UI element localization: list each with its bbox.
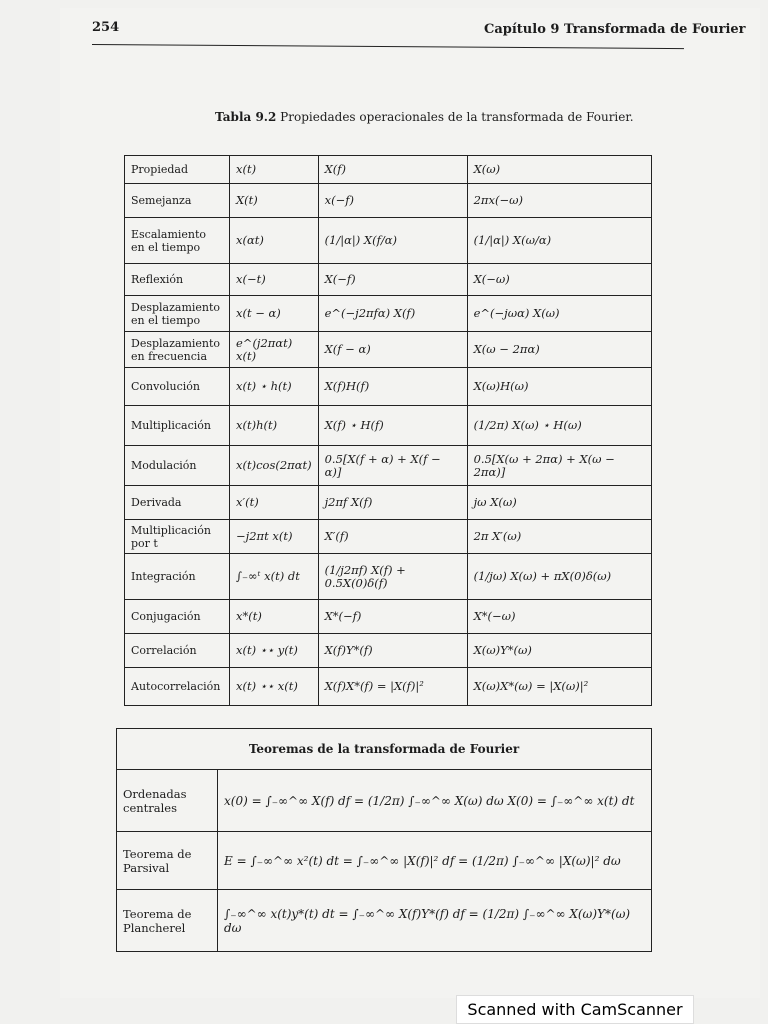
theorem-name: Ordenadas centrales <box>117 770 218 832</box>
header-xt: x(t) <box>230 156 319 184</box>
row-Xf: 0.5[X(f + α) + X(f − α)] <box>318 446 467 486</box>
theorems-title: Teoremas de la transformada de Fourier <box>117 729 652 770</box>
theorems-title-row <box>117 729 652 770</box>
header-Xw: X(ω) <box>467 156 651 184</box>
header-Xf: X(f) <box>318 156 467 184</box>
row-xt: x(t)h(t) <box>230 406 319 446</box>
row-xt: ∫₋∞ᵗ x(t) dt <box>230 554 319 600</box>
table-row <box>125 296 652 332</box>
properties-table <box>124 155 652 706</box>
row-xt: x(t) ⋆⋆ y(t) <box>230 634 319 668</box>
page-number: 254 <box>92 20 120 35</box>
row-property: Convolución <box>125 368 230 406</box>
row-property: Modulación <box>125 446 230 486</box>
header-property: Propiedad <box>125 156 230 184</box>
table-row <box>125 600 652 634</box>
table-row <box>125 332 652 368</box>
row-Xw: e^(−jωα) X(ω) <box>467 296 651 332</box>
table-row <box>125 486 652 520</box>
theorem-name: Teorema de Parsival <box>117 832 218 890</box>
row-Xw: 0.5[X(ω + 2πα) + X(ω − 2πα)] <box>467 446 651 486</box>
row-Xf: (1/j2πf) X(f) + 0.5X(0)δ(f) <box>318 554 467 600</box>
table-row <box>125 554 652 600</box>
table-caption <box>215 110 634 124</box>
row-Xf: X(f)Y*(f) <box>318 634 467 668</box>
theorem-equation: ∫₋∞^∞ x(t)y*(t) dt = ∫₋∞^∞ X(f)Y*(f) df = (1/2π) ∫₋∞^∞ X(ω)Y*(ω) dω <box>218 890 652 952</box>
row-Xf: X(−f) <box>318 264 467 296</box>
row-xt: x*(t) <box>230 600 319 634</box>
table-row <box>125 368 652 406</box>
row-xt: e^(j2παt) x(t) <box>230 332 319 368</box>
row-property: Escalamiento en el tiempo <box>125 218 230 264</box>
row-Xf: x(−f) <box>318 184 467 218</box>
row-xt: x(t) ⋆ h(t) <box>230 368 319 406</box>
row-Xf: X(f) ⋆ H(f) <box>318 406 467 446</box>
table-row <box>125 668 652 706</box>
row-property: Multiplicación por t <box>125 520 230 554</box>
row-property: Reflexión <box>125 264 230 296</box>
row-Xf: e^(−j2πfα) X(f) <box>318 296 467 332</box>
table-row <box>125 446 652 486</box>
camscanner-watermark: Scanned with CamScanner <box>456 995 694 1024</box>
table-header-row <box>125 156 652 184</box>
row-xt: x(t − α) <box>230 296 319 332</box>
row-Xw: X*(−ω) <box>467 600 651 634</box>
theorem-equation: x(0) = ∫₋∞^∞ X(f) df = (1/2π) ∫₋∞^∞ X(ω) dω X(0) = ∫₋∞^∞ x(t) dt <box>218 770 652 832</box>
row-property: Autocorrelación <box>125 668 230 706</box>
theorem-row <box>117 832 652 890</box>
row-Xf: X*(−f) <box>318 600 467 634</box>
row-property: Derivada <box>125 486 230 520</box>
row-Xf: X(f)H(f) <box>318 368 467 406</box>
row-property: Correlación <box>125 634 230 668</box>
theorem-row <box>117 770 652 832</box>
table-row <box>125 184 652 218</box>
table-row <box>125 406 652 446</box>
row-xt: x′(t) <box>230 486 319 520</box>
row-Xf: X′(f) <box>318 520 467 554</box>
row-xt: X(t) <box>230 184 319 218</box>
table-row <box>125 218 652 264</box>
row-Xw: X(ω − 2πα) <box>467 332 651 368</box>
theorem-equation: E = ∫₋∞^∞ x²(t) dt = ∫₋∞^∞ |X(f)|² df = (1/2π) ∫₋∞^∞ |X(ω)|² dω <box>218 832 652 890</box>
table-row <box>125 264 652 296</box>
row-Xw: 2π X′(ω) <box>467 520 651 554</box>
row-Xw: (1/|α|) X(ω/α) <box>467 218 651 264</box>
row-xt: x(αt) <box>230 218 319 264</box>
theorems-table <box>116 728 652 952</box>
table-row <box>125 520 652 554</box>
row-Xf: (1/|α|) X(f/α) <box>318 218 467 264</box>
row-property: Desplazamiento en el tiempo <box>125 296 230 332</box>
row-Xw: 2πx(−ω) <box>467 184 651 218</box>
row-property: Multiplicación <box>125 406 230 446</box>
row-xt: x(−t) <box>230 264 319 296</box>
row-Xf: j2πf X(f) <box>318 486 467 520</box>
row-property: Semejanza <box>125 184 230 218</box>
row-Xw: jω X(ω) <box>467 486 651 520</box>
table-row <box>125 634 652 668</box>
row-Xf: X(f)X*(f) = |X(f)|² <box>318 668 467 706</box>
chapter-title: Capítulo 9 Transformada de Fourier <box>484 22 746 37</box>
caption-text: Propiedades operacionales de la transformada de Fourier. <box>276 110 634 124</box>
row-Xw: X(ω)Y*(ω) <box>467 634 651 668</box>
row-Xw: X(ω)X*(ω) = |X(ω)|² <box>467 668 651 706</box>
row-Xf: X(f − α) <box>318 332 467 368</box>
row-Xw: X(ω)H(ω) <box>467 368 651 406</box>
theorem-name: Teorema de Plancherel <box>117 890 218 952</box>
row-xt: −j2πt x(t) <box>230 520 319 554</box>
row-xt: x(t)cos(2παt) <box>230 446 319 486</box>
caption-label: Tabla 9.2 <box>215 110 277 124</box>
row-Xw: (1/2π) X(ω) ⋆ H(ω) <box>467 406 651 446</box>
row-Xw: (1/jω) X(ω) + πX(0)δ(ω) <box>467 554 651 600</box>
row-xt: x(t) ⋆⋆ x(t) <box>230 668 319 706</box>
theorem-row <box>117 890 652 952</box>
row-property: Conjugación <box>125 600 230 634</box>
row-Xw: X(−ω) <box>467 264 651 296</box>
row-property: Integración <box>125 554 230 600</box>
row-property: Desplazamiento en frecuencia <box>125 332 230 368</box>
